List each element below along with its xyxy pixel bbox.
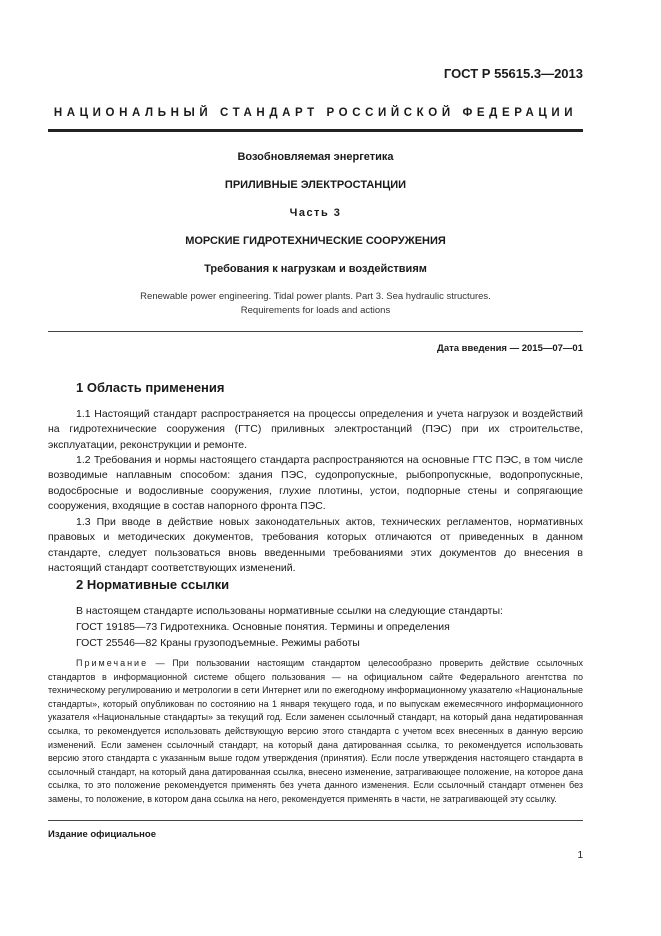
reference-gost-19185: ГОСТ 19185—73 Гидротехника. Основные понятия. Термины и определения xyxy=(76,621,450,633)
introduction-date: Дата введения — 2015—07—01 xyxy=(437,343,583,354)
references-intro: В настоящем стандарте использованы нормативные ссылки на следующие стандарты: xyxy=(76,605,503,617)
reference-gost-25546: ГОСТ 25546—82 Краны грузоподъемные. Режимы работы xyxy=(76,637,360,649)
footer-divider xyxy=(48,820,583,821)
paragraph-1-1: 1.1 Настоящий стандарт распространяется на процессы определения и учета нагрузок и воздействий на гидротехнические сооружения (ГТС) приливных электростанций (ПЭС) при их строительстве, эксплуатации, реконструкции и ремонте. xyxy=(48,408,583,451)
document-code: ГОСТ Р 55615.3—2013 xyxy=(443,66,583,81)
title-scope: Требования к нагрузкам и воздействиям xyxy=(204,263,427,275)
note-label: Примечание xyxy=(76,658,149,668)
title-part: Часть 3 xyxy=(289,207,342,219)
english-title-line2: Requirements for loads and actions xyxy=(240,305,391,316)
english-title xyxy=(48,290,583,318)
title-divider xyxy=(48,331,583,332)
note-block xyxy=(48,657,583,807)
section-1-heading: 1 Область применения xyxy=(76,380,225,395)
header-divider xyxy=(48,129,583,132)
paragraph-1-3: 1.3 При вводе в действие новых законодательных актов, технических регламентов, нормативных правовых и методических документов, требования которых отличаются от приведенных в данном стандарте, следует пользоваться вновь введенными требованиями этих документов до внесения в настоящий стандарт соответствующих изменений. xyxy=(48,516,583,575)
title-subject: МОРСКИЕ ГИДРОТЕХНИЧЕСКИЕ СООРУЖЕНИЯ xyxy=(185,235,446,247)
edition-label: Издание официальное xyxy=(48,829,156,840)
note-text: — При пользовании настоящим стандартом целесообразно проверить действие ссылочных стандартов в информационной системе общего пользования — на официальном сайте Федерального агентства по техническому регулированию и метрологии в сети Интернет или по ежегодному информационному указателю «Национальные стандарты», который опубликован по состоянию на 1 января текущего года, и по выпускам ежемесячного информационного указателя «Национальные стандарты» за текущий год. Если заменен ссылочный стандарт, на который дана недатированная ссылка, то рекомендуется использовать действующую версию этого стандарта с учетом всех внесенных в данную версию изменений. Если заменен ссылочный стандарт, на который дана датированная ссылка, то рекомендуется использовать версию этого стандарта с указанным выше годом утверждения (принятия). Если после утверждения настоящего стандарта в ссылочный стандарт, на который дана датированная ссылка, внесено изменение, затрагивающее положение, на которое дана ссылка, то это положение рекомендуется применять без учета данного изменения. Если ссылочный стандарт отменен без замены, то положение, в котором дана ссылка на него, рекомендуется применять в части, не затрагивающей эту ссылку. xyxy=(48,658,583,804)
paragraph-1-2: 1.2 Требования и нормы настоящего стандарта распространяются на основные ГТС ПЭС, в том числе возводимые наплавным способом: здания ПЭС, судопропускные, рыбопропускные, водопропускные, водосбросные и водосливные сооружения, глухие плотины, устои, подпорные стены и сопрягающие сооружения, входящие в состав напорного фронта ПЭС. xyxy=(48,454,583,513)
section-2-heading: 2 Нормативные ссылки xyxy=(76,577,230,592)
page-number: 1 xyxy=(577,850,583,861)
title-domain: Возобновляемая энергетика xyxy=(237,151,394,163)
english-title-line1: Renewable power engineering. Tidal power plants. Part 3. Sea hydraulic structures. xyxy=(140,291,491,302)
national-standard-banner: НАЦИОНАЛЬНЫЙ СТАНДАРТ РОССИЙСКОЙ ФЕДЕРАЦИИ xyxy=(53,107,578,119)
title-main: ПРИЛИВНЫЕ ЭЛЕКТРОСТАНЦИИ xyxy=(224,179,407,191)
